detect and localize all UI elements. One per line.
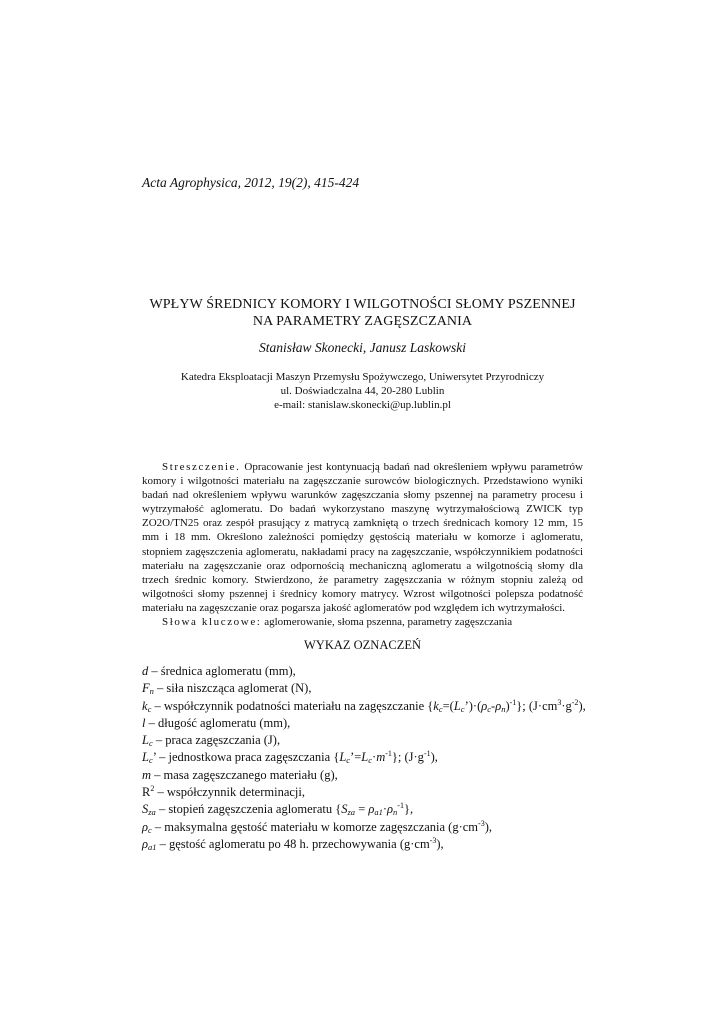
abstract-text: Opracowanie jest kontynuacją badań nad określeniem wpływu parametrów komory i wilgotności materiału na zagęszczanie surowców biologicznych. Przedstawiono wyniki badań nad określeniem wpływu warunków zagęszczania słomy pszennej na parametry procesu i wytrzymałość aglomeratu. Do badań wykorzystano maszynę wytrzymałościową ZWICK typ ZO2O/TN25 oraz zespół prasujący z matrycą zamkniętą o trzech średnicach komory 12 mm, 15 mm i 18 mm. Określono zależności pomiędzy gęstością materiału w komorze i aglomeratu, stopniem zagęszczenia aglomeratu, nakładami pracy na zagęszczanie, współczynnikiem podatności materiału na zagęszczanie oraz odpornością mechaniczną aglomeratu a wilgotnością słomy dla trzech średnic komory. Stwierdzono, że parametry zagęszczania w różnym stopniu zależą od wilgotności słomy pszennej i średnicy komory matrycy. Wzrost wilgotności polepsza podatność materiału na zagęszczanie oraz pogarsza jakość aglomeratów pod względem ich wytrzymałości. [142, 461, 583, 614]
symbol-d: d – średnica aglomeratu (mm), [142, 664, 296, 678]
symbol-l: l – długość aglomeratu (mm), [142, 715, 291, 730]
affiliation-line-1: Katedra Eksploatacji Maszyn Przemysłu Spożywczego, Uniwersytet Przyrodniczy [180, 371, 545, 383]
symbol-lc-prime: $L_c$’ – jednostkowa praca zagęszczania $\{L_c’=L_c\cdot m^{-1}\}$; $(J\cdot g^{-1})$, [142, 749, 438, 766]
symbol-m: m – masa zagęszczanego materiału (g), [142, 767, 338, 782]
symbol-rho-a1: $\rho_{a1}$ – gęstość aglomeratu po 48 h. przechowywania $(g\cdot cm^{-3})$, [142, 835, 444, 852]
authors: Stanisław Skonecki, Janusz Laskowski [259, 340, 466, 355]
abstract [142, 460, 583, 629]
symbol-rho-c: $\rho_c$ – maksymalna gęstość materiału w komorze zagęszczania $(g\cdot cm^{-3})$, [142, 818, 493, 835]
keywords-label: Słowa kluczowe: [162, 616, 262, 629]
symbol-r2: $R^2$ – współczynnik determinacji, [142, 784, 305, 800]
keywords [142, 615, 583, 629]
symbol-kc: $k_c$ – współczynnik podatności materiału na zagęszczanie $\{k_c=(L_c’)\cdot(\rho_c-\rho_n)^{-1}\}$; $(J\cdot cm^3\cdot g^{-2})$, [142, 697, 586, 714]
paper-title-line-1: WPŁYW ŚREDNICY KOMORY I WILGOTNOŚCI SŁOMY PSZENNEJ [149, 297, 576, 312]
affiliation-email: e-mail: stanislaw.skonecki@up.lublin.pl [274, 399, 451, 411]
abstract-body [142, 460, 583, 615]
abstract-label: Streszczenie. [162, 461, 241, 473]
keywords-text: aglomerowanie, słoma pszenna, parametry zagęszczania [264, 616, 513, 629]
paper-title-line-2: NA PARAMETRY ZAGĘSZCZANIA [252, 314, 473, 329]
symbol-sza: $S_{za}$ – stopień zagęszczenia aglomeratu $\{S_{za} = \rho_{a1}\cdot\rho_n^{-1}\}$, [142, 801, 414, 818]
symbol-lc: $L_c$ – praca zagęszczania (J), [142, 733, 281, 749]
affiliation-address: ul. Doświadczalna 44, 20-280 Lublin [280, 385, 445, 397]
symbol-list [142, 663, 602, 853]
journal-reference: Acta Agrophysica, 2012, 19(2), 415-424 [142, 175, 360, 190]
section-title: WYKAZ OZNACZEŃ [304, 638, 421, 652]
symbol-fn: $F_n$ – siła niszcząca aglomerat (N), [142, 681, 312, 697]
